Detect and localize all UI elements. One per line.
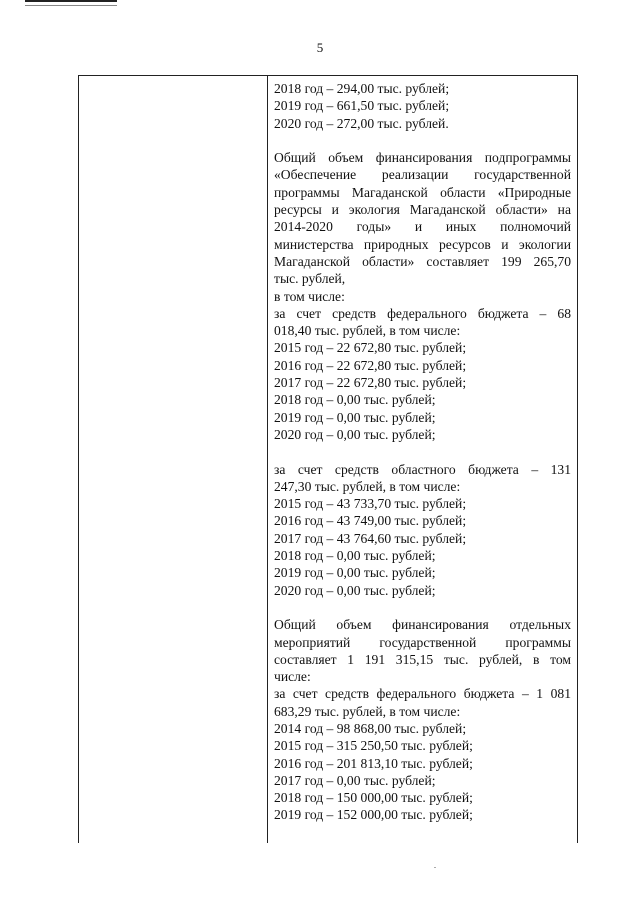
text-line: 2015 год – 22 672,80 тыс. рублей; (274, 340, 467, 356)
text-line: 2019 год – 152 000,00 тыс. рублей; (274, 807, 473, 823)
text-line: 247,30 тыс. рублей, в том числе: (274, 478, 461, 494)
text-line: 683,29 тыс. рублей, в том числе: (274, 703, 461, 719)
text-line: министерства природных ресурсов и экологии (274, 236, 571, 252)
text-line: Общий объем финансирования отдельных (274, 617, 571, 633)
paragraph-gap (274, 443, 571, 460)
text-line: 2018 год – 0,00 тыс. рублей; (274, 548, 436, 564)
text-line: ресурсы и экология Магаданской области» на (274, 202, 571, 218)
text-line: 2016 год – 22 672,80 тыс. рублей; (274, 357, 467, 373)
text-line: за счет средств федерального бюджета – 1 081 (274, 686, 571, 702)
text-line: 2016 год – 201 813,10 тыс. рублей; (274, 755, 473, 771)
text-line: 2017 год – 22 672,80 тыс. рублей; (274, 375, 467, 391)
text-line: 2018 год – 0,00 тыс. рублей; (274, 392, 436, 408)
text-line: 2019 год – 661,50 тыс. рублей; (274, 98, 450, 114)
paragraph-gap (274, 599, 571, 616)
text-line: 2017 год – 0,00 тыс. рублей; (274, 772, 436, 788)
text-line: составляет 1 191 315,15 тыс. рублей, в том (274, 651, 571, 667)
table-frame (78, 75, 578, 843)
page-number: 5 (316, 40, 324, 55)
text-line: 018,40 тыс. рублей, в том числе: (274, 323, 461, 339)
text-line: Общий объем финансирования подпрограммы (274, 150, 571, 166)
text-line: 2014-2020 годы» и иных полномочий (274, 219, 571, 235)
text-line: 2014 год – 98 868,00 тыс. рублей; (274, 720, 467, 736)
text-line: 2020 год – 272,00 тыс. рублей. (274, 115, 449, 131)
text-line: Магаданской области» составляет 199 265,70 (274, 253, 571, 269)
text-line: 2015 год – 315 250,50 тыс. рублей; (274, 738, 473, 754)
text-line: программы Магаданской области «Природные (274, 184, 571, 200)
text-line: 2019 год – 0,00 тыс. рублей; (274, 565, 436, 581)
column-divider (267, 76, 268, 843)
text-line: за счет средств федерального бюджета – 68 (274, 305, 571, 321)
text-line: мероприятий государственной программы (274, 634, 571, 650)
paragraph-gap (274, 132, 571, 149)
text-line: числе: (274, 669, 311, 685)
text-line: 2020 год – 0,00 тыс. рублей; (274, 582, 436, 598)
text-line: 2018 год – 150 000,00 тыс. рублей; (274, 790, 473, 806)
text-line: 2018 год – 294,00 тыс. рублей; (274, 81, 450, 96)
text-line: 2020 год – 0,00 тыс. рублей; (274, 426, 436, 442)
text-line: 2016 год – 43 749,00 тыс. рублей; (274, 513, 467, 529)
scan-mark (25, 0, 117, 2)
text-line: 2017 год – 43 764,60 тыс. рублей; (274, 530, 467, 546)
text-line: 2019 год – 0,00 тыс. рублей; (274, 409, 436, 425)
scan-speck (434, 867, 436, 868)
scan-mark-faint (25, 5, 117, 6)
text-line: 2015 год – 43 733,70 тыс. рублей; (274, 496, 467, 512)
right-cell-content (274, 80, 571, 824)
text-line: в том числе: (274, 288, 345, 304)
text-line: «Обеспечение реализации государственной (274, 167, 571, 183)
text-line: тыс. рублей, (274, 271, 346, 287)
text-line: за счет средств областного бюджета – 131 (274, 461, 571, 477)
